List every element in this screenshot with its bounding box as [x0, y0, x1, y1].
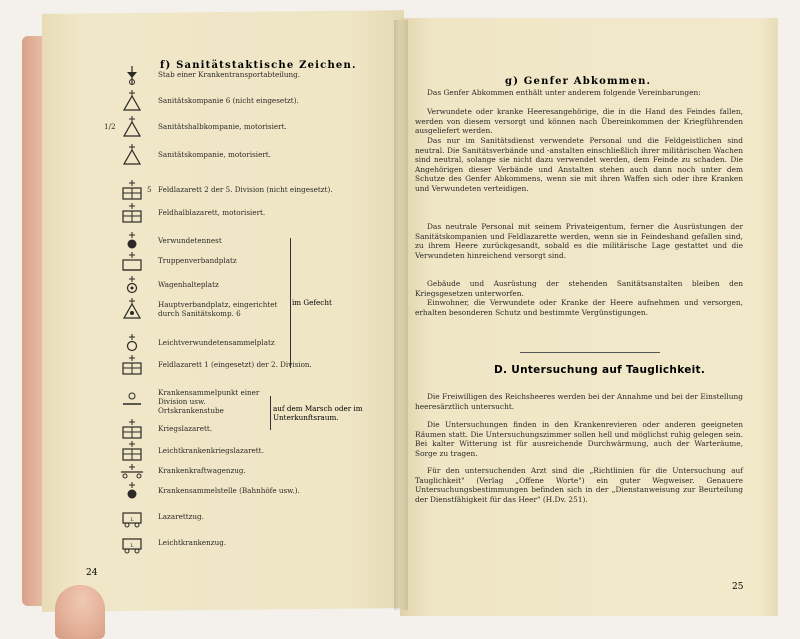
- symbol-label: Stab einer Krankentransportabteilung.: [158, 70, 301, 79]
- brace-march-label: auf dem Marsch oder im Unterkunftsraum.: [273, 404, 363, 422]
- svg-text:L: L: [130, 543, 134, 549]
- light-war-hospital-icon: [118, 440, 146, 462]
- symbol-label: Sanitätshalbkompanie, motorisiert.: [158, 122, 287, 131]
- dressing-station-icon: [118, 250, 146, 272]
- company-triangle-icon: [118, 90, 146, 112]
- company-motorized-icon: [118, 144, 146, 166]
- svg-text:L: L: [130, 517, 134, 523]
- symbol-label: Kriegslazarett.: [158, 424, 213, 433]
- symbol-suffix: 5: [147, 185, 152, 194]
- wounded-nest-icon: [118, 230, 146, 252]
- symbol-label: Krankensammelstelle (Bahnhöfe usw.).: [158, 486, 300, 495]
- field-hospital-icon: [118, 179, 146, 201]
- section-d-heading: D. Untersuchung auf Tauglichkeit.: [494, 364, 706, 376]
- symbol-label: Truppenverbandplatz: [158, 256, 237, 265]
- brace-combat: [286, 238, 291, 368]
- symbol-label: Krankensammelpunkt einer Division usw. Ortskrankenstube: [158, 388, 260, 415]
- examination-paragraph-3: Für den untersuchenden Arzt sind die „Richtlinien für die Untersuchung auf Tauglichkeit" (Verlag „Offene Worte") ein guter Wegweiser. Genauere Untersuchungsbestimmungen befinden sich in der „Dienstanweisung zur Beurteilung der Dienstfähigkeit für das Heer" (H.Dv. 251).: [415, 466, 743, 504]
- examination-paragraph-2: Die Untersuchungen finden in den Krankenrevieren oder anderen geeigneten Räumen statt. Die Untersuchungszimmer sollen hell und möglichst ruhig gelegen sein. Bei kalter Witterung ist für ausreichende Durchwärmung, auch der Warteräume, Sorge zu tragen.: [415, 420, 743, 458]
- thumb: [55, 585, 105, 639]
- symbol-label: Feldlazarett 2 der 5. Division (nicht eingesetzt).: [158, 185, 333, 194]
- geneva-paragraph-5: Gebäude und Ausrüstung der stehenden Sanitätsanstalten bleiben den Kriegsgesetzen unterworfen.: [415, 279, 743, 298]
- geneva-paragraph-3: Das nur im Sanitätsdienst verwendete Personal und die Feldgeistlichen sind neutral. Die Sanitätsverbände und -anstalten einschließlich ihrer militärischen Wachen sind neutral, solange sie nicht dazu verwendet werden, dem Feinde zu schaden. Die Angehörigen dieser Verbände und Anstalten stehen auch dann noch unter dem Schutze des Genfer Abkommens, wenn sie mit ihren Waffen sich oder ihre Kranken und Verwundeten verteidigen.: [415, 136, 743, 193]
- book-gutter: [394, 20, 408, 610]
- geneva-paragraph-4: Das neutrale Personal mit seinem Privateigentum, ferner die Ausrüstungen der Sanitätskompanien und Feldlazarette werden, wenn sie in Feindeshand gefallen sind, zu ihrem Heere zurückgesandt, sobald es die militärische Lage gestattet und die Verwundeten hinreichend versorgt sind.: [415, 222, 743, 260]
- right-page-title: g) Genfer Abkommen.: [505, 76, 652, 87]
- symbol-label: Sanitätskompanie 6 (nicht eingesetzt).: [158, 96, 299, 105]
- symbol-label: Wagenhalteplatz: [158, 280, 219, 289]
- symbol-label: Feldhalblazarett, motorisiert.: [158, 208, 266, 217]
- half-company-triangle-icon: [118, 116, 146, 138]
- brace-march: [266, 396, 271, 430]
- symbol-label: Leichtkrankenzug.: [158, 538, 227, 547]
- light-wounded-collection-icon: [118, 332, 146, 354]
- sick-collection-icon: [118, 386, 146, 408]
- wagon-stop-icon: [118, 274, 146, 296]
- symbol-label: Leichtverwundetensammelplatz: [158, 338, 275, 347]
- symbol-label: Krankenkraftwagenzug.: [158, 466, 246, 475]
- examination-paragraph-1: Die Freiwilligen des Reichsheeres werden bei der Annahme und bei der Einstellung heeresärztlich untersucht.: [415, 392, 743, 411]
- symbol-label: Lazarettzug.: [158, 512, 204, 521]
- light-hospital-train-icon: [118, 532, 146, 554]
- symbol-label: Leichtkrankenkriegslazarett.: [158, 446, 264, 455]
- symbol-prefix: 1/2: [104, 122, 116, 131]
- ambulance-column-icon: [118, 460, 146, 482]
- symbol-label: Sanitätskompanie, motorisiert.: [158, 150, 271, 159]
- symbol-label: Verwundetennest: [158, 236, 222, 245]
- left-page-title: f) Sanitätstaktische Zeichen.: [160, 60, 357, 71]
- symbol-label: Feldlazarett 1 (eingesetzt) der 2. Division.: [158, 360, 312, 369]
- staff-flag-icon: [118, 64, 146, 86]
- war-hospital-icon: [118, 418, 146, 440]
- geneva-paragraph-1: Das Genfer Abkommen enthält unter anderem folgende Vereinbarungen:: [427, 88, 701, 97]
- left-page-number: 24: [86, 568, 98, 578]
- right-page-number: 25: [732, 582, 744, 592]
- field-hospital-motorized-icon: [118, 202, 146, 224]
- section-divider: [520, 352, 660, 353]
- field-hospital-deployed-icon: [118, 354, 146, 376]
- geneva-paragraph-2: Verwundete oder kranke Heeresangehörige, die in die Hand des Feindes fallen, werden von diesem versorgt und können nach Übereinkommen der Kriegführenden ausgeliefert werden.: [415, 107, 743, 135]
- symbol-label: Hauptverbandplatz, eingerichtet durch Sanitätskomp. 6: [158, 300, 278, 318]
- geneva-paragraph-6: Einwohner, die Verwundete oder Kranke der Heere aufnehmen und versorgen, erhalten besonderen Schutz und bestimmte Vergünstigungen.: [415, 298, 743, 317]
- sick-collection-station-icon: [118, 480, 146, 502]
- hospital-train-icon: [118, 506, 146, 528]
- brace-combat-label: im Gefecht: [292, 298, 332, 307]
- main-dressing-station-icon: [118, 298, 146, 320]
